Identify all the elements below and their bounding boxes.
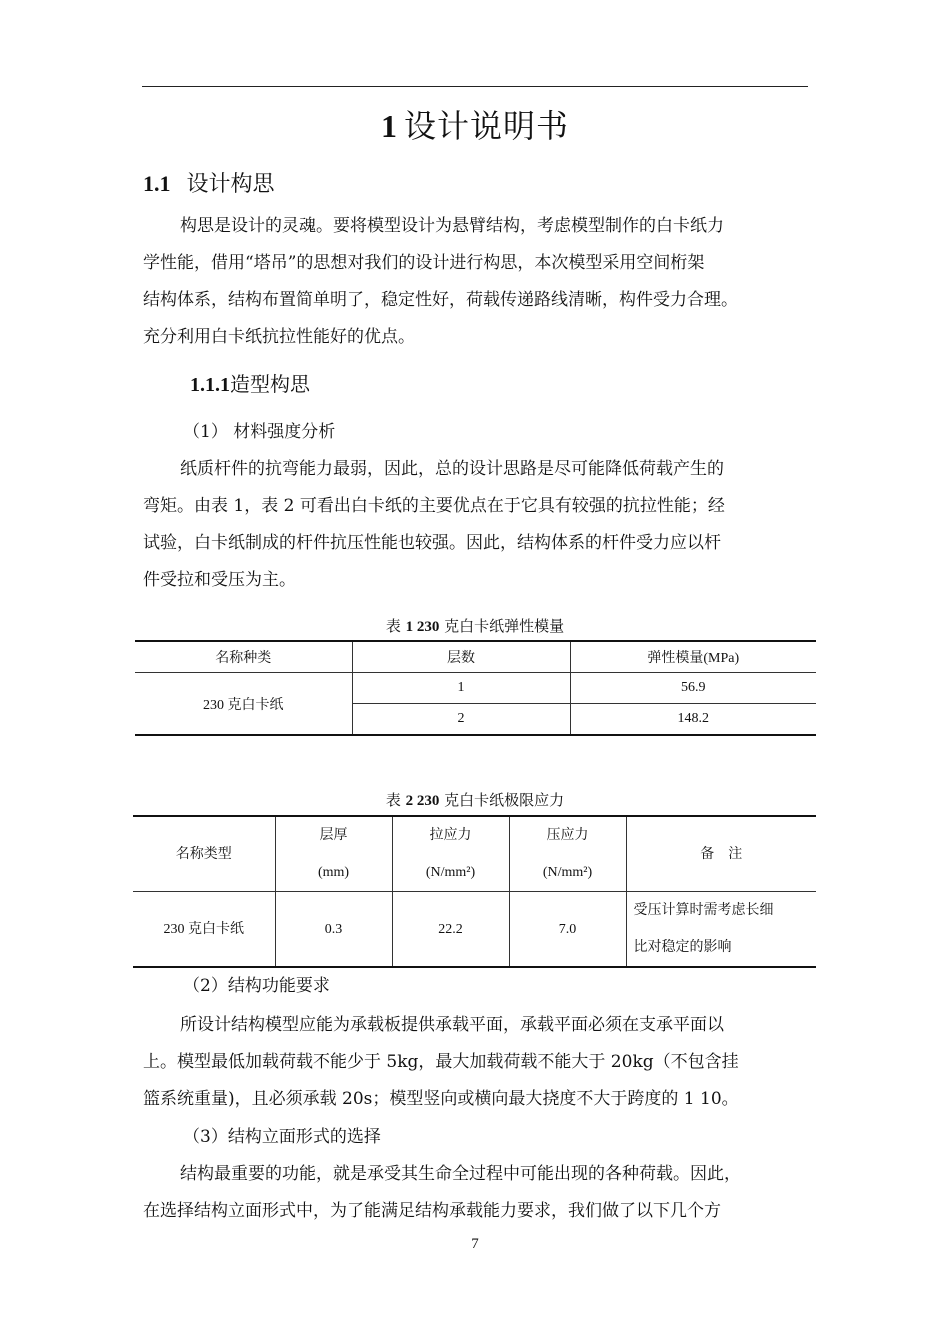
item3-line: 在选择结构立面形式中，为了能满足结构承载能力要求，我们做了以下几个方 [143,1201,721,1221]
header-unit: (mm) [317,865,350,880]
table2-ultimate-stress [133,815,816,968]
item3-paragraph-cont [143,1193,803,1230]
header-name: 压应力 [546,828,589,843]
section-title: 设计构思 [186,172,275,197]
header-name: 拉应力 [429,828,472,843]
note-line: 比对稳定的影响 [633,940,732,955]
modulus-cell: 56.9 [570,673,816,704]
table2-caption [0,788,950,813]
header-cell [626,816,816,892]
header-cell [392,816,509,892]
item1-line: 纸质杆件的抗弯能力最弱，因此，总的设计思路是尽可能降低荷载产生的 [180,459,724,479]
header-cell [275,816,392,892]
table1-caption-prefix: 表 [385,617,401,635]
table-row [133,892,816,968]
header-rule [142,86,808,87]
header-cell [509,816,626,892]
intro-line: 学性能，借用“塔吊”的思想对我们的设计进行构思，本次模型采用空间桁架 [143,253,705,273]
section-number: 1.1 [143,171,171,196]
material-cell: 230 克白卡纸 [135,673,352,736]
item1-line: 件受拉和受压为主。 [143,570,296,590]
table1-caption-num: 1 230 [405,619,440,635]
subsection-number: 1.1.1 [190,374,230,396]
header-unit: (N/mm²) [542,865,593,880]
item1-line: 试验，白卡纸制成的杆件抗压性能也较强。因此，结构体系的杆件受力应以杆 [143,533,721,553]
section-heading-1-1 [143,166,275,203]
header-unit: (N/mm²) [425,865,476,880]
section-heading-1-1-1 [190,366,310,403]
table2-caption-text: 克白卡纸极限应力 [439,791,565,809]
item1-paragraph-cont [143,488,803,599]
item1-paragraph [143,451,803,488]
table1-elastic-modulus [135,640,816,736]
table2-caption-prefix: 表 [385,791,401,809]
modulus-cell: 148.2 [570,704,816,736]
table-header-row [133,816,816,892]
layers-cell: 2 [352,704,570,736]
chapter-title [0,104,950,148]
intro-line: 充分利用白卡纸抗拉性能好的优点。 [143,327,415,347]
subsection-title: 造型构思 [230,372,310,396]
table1-caption-text: 克白卡纸弹性模量 [439,617,565,635]
item2-paragraph-cont [143,1044,803,1118]
material-cell: 230 克白卡纸 [133,892,275,968]
intro-paragraph [143,208,803,245]
chapter-number: 1 [380,108,398,144]
header-cell: 名称种类 [135,641,352,673]
page-number: 7 [471,1236,479,1252]
header-cell [133,816,275,892]
chapter-title-text: 设计说明书 [403,107,569,145]
item2-title: （2）结构功能要求 [183,976,330,996]
item2-paragraph [143,1007,803,1044]
intro-paragraph-cont [143,245,803,356]
item3-line: 结构最重要的功能，就是承受其生命全过程中可能出现的各种荷载。因此， [180,1164,741,1184]
header-name: 层厚 [319,828,348,843]
item2-line: 所设计结构模型应能为承载板提供承载平面，承载平面必须在支承平面以 [180,1015,724,1035]
header-name: 名称类型 [175,846,232,862]
header-cell: 弹性模量(MPa) [570,641,816,673]
tensile-cell: 22.2 [392,892,509,968]
table2-caption-num: 2 230 [405,793,440,809]
table1-caption [0,614,950,639]
item3-title: （3）结构立面形式的选择 [183,1127,381,1147]
header-cell: 层数 [352,641,570,673]
item2-line: 篮系统重量)，且必须承载 20s；模型竖向或横向最大挠度不大于跨度的 1 10。 [143,1089,739,1109]
table-row [135,673,816,704]
compressive-cell: 7.0 [509,892,626,968]
layers-cell: 1 [352,673,570,704]
note-cell [626,892,816,968]
thickness-cell: 0.3 [275,892,392,968]
header-name: 备 注 [700,846,743,862]
item2-line: 上。模型最低加载荷载不能少于 5kg，最大加载荷载不能大于 20kg（不包含挂 [143,1052,739,1072]
item1-line: 弯矩。由表 1，表 2 可看出白卡纸的主要优点在于它具有较强的抗拉性能；经 [143,496,725,516]
note-line: 受压计算时需考虑长细 [633,903,774,918]
item1-title: （1） 材料强度分析 [183,422,336,442]
intro-line: 构思是设计的灵魂。要将模型设计为悬臂结构，考虑模型制作的白卡纸力 [180,216,724,236]
table-header-row [135,641,816,673]
item3-paragraph [143,1156,803,1193]
intro-line: 结构体系，结构布置简单明了，稳定性好，荷载传递路线清晰，构件受力合理。 [143,290,738,310]
